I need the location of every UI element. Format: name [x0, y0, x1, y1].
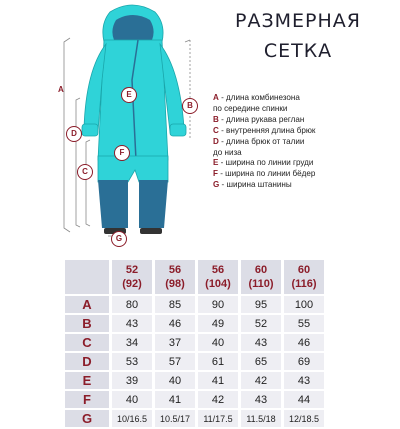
table-cell: 41	[198, 372, 238, 389]
table-cell: 85	[155, 296, 195, 313]
measurement-legend	[213, 93, 398, 191]
table-row	[65, 372, 324, 389]
table-cell: 43	[241, 391, 281, 408]
legend-row: C - внутренняя длина брюк	[213, 125, 316, 135]
legend-row: F - ширина по линии бёдер	[213, 169, 316, 179]
table-cell: 53	[112, 353, 152, 370]
table-row	[65, 315, 324, 332]
row-label: F	[65, 391, 109, 408]
legend-row: G - ширина штанины	[213, 180, 292, 190]
size-column-header: 56 (104)	[198, 260, 238, 294]
table-cell: 46	[284, 334, 324, 351]
table-corner	[65, 260, 109, 294]
diagram-label-d: D	[66, 126, 82, 142]
size-column-header: 60 (116)	[284, 260, 324, 294]
row-label: E	[65, 372, 109, 389]
title-line-2: СЕТКА	[263, 40, 333, 62]
table-cell: 100	[284, 296, 324, 313]
table-cell: 49	[198, 315, 238, 332]
table-cell: 10/16.5	[112, 410, 152, 427]
table-row	[65, 296, 324, 313]
table-cell: 90	[198, 296, 238, 313]
diagram-label-c: C	[77, 164, 93, 180]
table-row	[65, 353, 324, 370]
size-column-header: 56 (98)	[155, 260, 195, 294]
legend-row: D - длина брюк от талии	[213, 136, 305, 146]
row-label: C	[65, 334, 109, 351]
table-cell: 43	[284, 372, 324, 389]
table-cell: 40	[155, 372, 195, 389]
table-cell: 12/18.5	[284, 410, 324, 427]
table-cell: 10.5/17	[155, 410, 195, 427]
row-label: D	[65, 353, 109, 370]
size-column-header: 60 (110)	[241, 260, 281, 294]
table-cell: 40	[112, 391, 152, 408]
diagram-label-g: G	[111, 231, 127, 247]
overall-illustration	[40, 0, 210, 250]
row-label: B	[65, 315, 109, 332]
table-cell: 65	[241, 353, 281, 370]
row-label: G	[65, 410, 109, 427]
diagram-label-a: A	[58, 85, 64, 94]
table-cell: 69	[284, 353, 324, 370]
table-cell: 42	[241, 372, 281, 389]
legend-row: по середине спинки	[213, 103, 288, 113]
table-cell: 37	[155, 334, 195, 351]
size-header-row	[65, 260, 324, 294]
table-cell: 43	[241, 334, 281, 351]
table-cell: 61	[198, 353, 238, 370]
table-cell: 80	[112, 296, 152, 313]
page-title	[208, 6, 388, 66]
diagram-label-e: E	[121, 87, 137, 103]
row-label: A	[65, 296, 109, 313]
table-cell: 34	[112, 334, 152, 351]
title-line-1: РАЗМЕРНАЯ	[235, 10, 361, 32]
table-cell: 42	[198, 391, 238, 408]
table-cell: 11.5/18	[241, 410, 281, 427]
table-cell: 41	[155, 391, 195, 408]
table-cell: 52	[241, 315, 281, 332]
table-cell: 57	[155, 353, 195, 370]
table-row	[65, 410, 324, 427]
size-column-header: 52 (92)	[112, 260, 152, 294]
legend-row: до низа	[213, 147, 242, 157]
legend-row: E - ширина по линии груди	[213, 158, 314, 168]
diagram-label-b: B	[182, 98, 198, 114]
table-cell: 43	[112, 315, 152, 332]
size-table	[62, 258, 327, 429]
table-cell: 46	[155, 315, 195, 332]
legend-row: A - длина комбинезона	[213, 93, 300, 102]
table-row	[65, 334, 324, 351]
table-cell: 55	[284, 315, 324, 332]
table-cell: 44	[284, 391, 324, 408]
table-cell: 11/17.5	[198, 410, 238, 427]
legend-row: B - длина рукава реглан	[213, 114, 305, 124]
table-cell: 95	[241, 296, 281, 313]
diagram-label-f: F	[114, 145, 130, 161]
table-cell: 40	[198, 334, 238, 351]
table-cell: 39	[112, 372, 152, 389]
